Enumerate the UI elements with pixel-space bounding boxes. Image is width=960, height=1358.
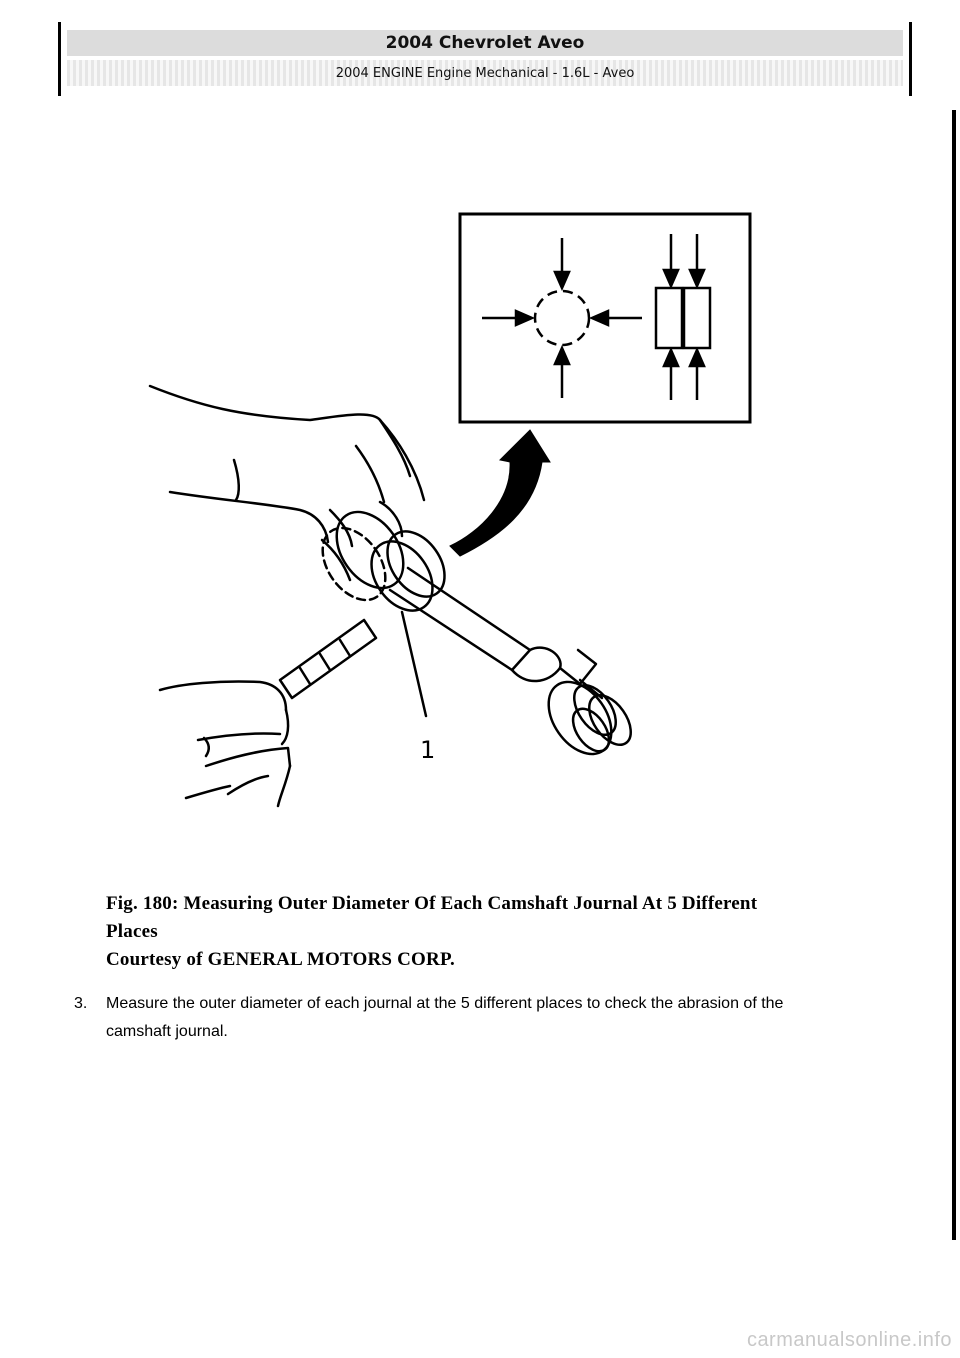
caption-line-1: Fig. 180: Measuring Outer Diameter Of Each Camshaft Journal At 5 Different [106, 893, 758, 914]
figure-caption [106, 890, 896, 974]
step-text: Measure the outer diameter of each journal at the 5 different places to check the abrasion of the camshaft journal. [106, 995, 784, 1040]
caption-line-2: Places [106, 921, 158, 942]
margin-rule [952, 110, 956, 1240]
measurement-diagram-inset [460, 214, 750, 422]
caption-courtesy: Courtesy of GENERAL MOTORS CORP. [106, 949, 455, 970]
document-subtitle: 2004 ENGINE Engine Mechanical - 1.6L - Aveo [67, 60, 903, 86]
camshaft-drawing [150, 386, 639, 806]
step-number: 3. [74, 995, 88, 1012]
document-title: 2004 Chevrolet Aveo [67, 30, 903, 56]
camshaft-measurement-illustration [140, 210, 780, 830]
site-watermark: carmanualsonline.info [746, 1329, 952, 1351]
callout-label: 1 [420, 736, 436, 764]
page-header [58, 22, 912, 96]
pointer-arrow [450, 430, 550, 556]
